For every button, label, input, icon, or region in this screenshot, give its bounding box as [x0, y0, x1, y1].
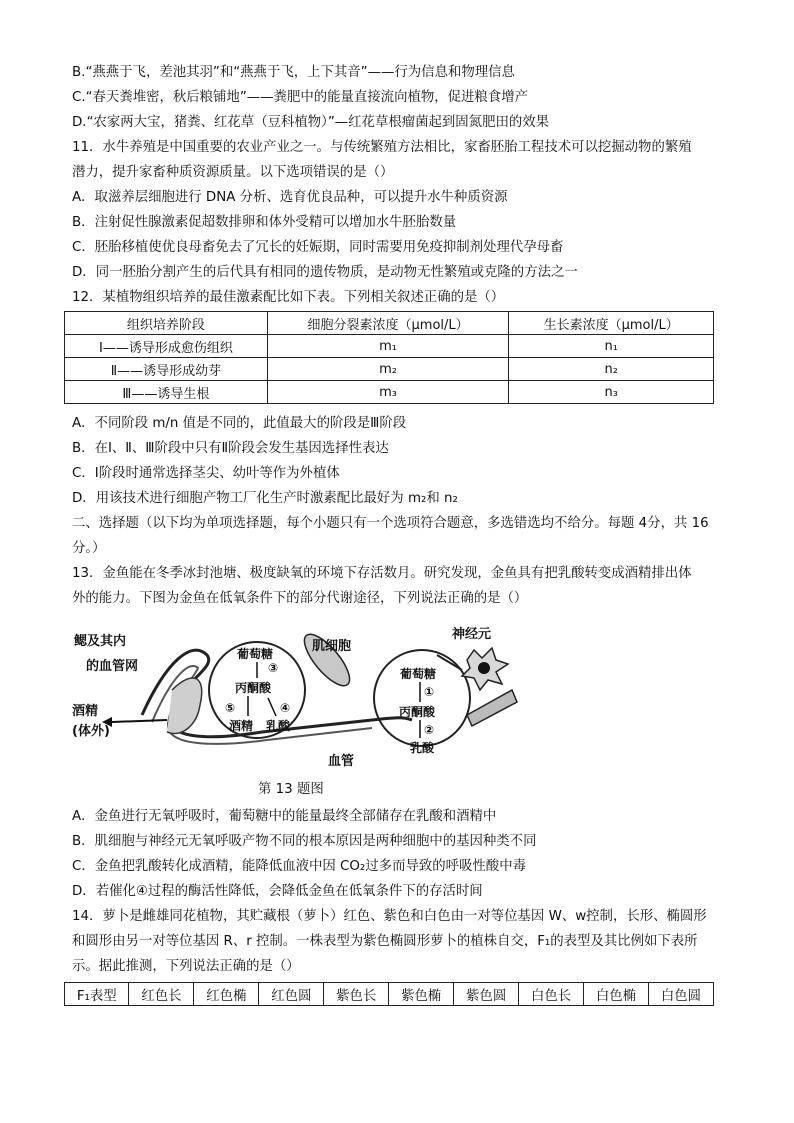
q12-option-a: A．不同阶段 m/n 值是不同的，此值最大的阶段是Ⅲ阶段	[72, 416, 407, 431]
header-cytokinin: 细胞分裂素浓度（μmol/L）	[267, 312, 509, 335]
label-right-glucose: 葡萄糖	[400, 667, 437, 681]
label-left-lactate: 乳酸	[266, 719, 291, 733]
neuron-pathway-circle	[374, 650, 470, 746]
neuron-axon	[437, 655, 462, 670]
label-left-alcohol: 酒精	[229, 719, 254, 733]
q12-option-c: C．Ⅰ阶段时通常选择茎尖、幼叶等作为外植体	[72, 466, 340, 481]
label-step-2: ②	[424, 723, 435, 737]
q12-option-b: B．在Ⅰ、Ⅱ、Ⅲ阶段中只有Ⅱ阶段会发生基因选择性表达	[72, 441, 389, 456]
q11-stem-line1: 11．水牛养殖是中国重要的农业产业之一。与传统繁殖方法相比，家畜胚胎工程技术可以挖掘动物的繁殖	[72, 140, 692, 155]
table-cell: 红色椭	[194, 983, 259, 1006]
vessel-segment	[467, 690, 517, 726]
table-cell: 白色圆	[648, 983, 713, 1006]
table-cell: 白色长	[519, 983, 584, 1006]
label-alcohol-out: 酒精	[72, 704, 99, 719]
table-cell: 红色长	[129, 983, 194, 1006]
q11-option-c: C．胚胎移植使优良母畜免去了冗长的妊娠期，同时需要用免疫抑制剂处理代孕母畜	[72, 240, 564, 255]
q14-stem-line1: 14．萝卜是雌雄同花植物，其贮藏根（萝卜）红色、紫色和白色由一对等位基因 W、w控制，长形、椭圆形	[72, 909, 707, 924]
table-cell: 紫色圆	[454, 983, 519, 1006]
section-two-heading-line1: 二、选择题（以下均为单项选择题，每个小题只有一个选项符合题意，多选错选均不给分。每题 4分，共 16	[72, 516, 709, 531]
q13-option-b: B．肌细胞与神经元无氧呼吸产物不同的根本原因是两种细胞中的基因种类不同	[72, 834, 537, 849]
table-row	[65, 358, 714, 381]
q11-stem-line2: 潜力，提升家畜种质资源质量。以下选项错误的是（）	[72, 165, 394, 180]
q12-hormone-table	[64, 311, 714, 404]
label-left-glucose: 葡萄糖	[237, 647, 274, 661]
q13-option-c: C．金鱼把乳酸转化成酒精，能降低血液中因 CO₂过多而导致的呼吸性酸中毒	[72, 859, 526, 874]
label-neuron: 神经元	[452, 627, 492, 642]
neuron-nucleus	[478, 662, 490, 674]
q13-stem-line1: 13．金鱼能在冬季冰封池塘、极度缺氧的环境下存活数月。研究发现，金鱼具有把乳酸转变成酒精排出体	[72, 566, 692, 581]
q10-option-b: B.“燕燕于飞，差池其羽”和“燕燕于飞，上下其音”——行为信息和物理信息	[72, 65, 515, 80]
q11-option-b: B．注射促性腺激素促超数排卵和体外受精可以增加水牛胚胎数量	[72, 215, 457, 230]
label-muscle-cell: 肌细胞	[312, 639, 352, 654]
table-cell: m₃	[267, 381, 509, 404]
table-cell: m₁	[267, 335, 509, 358]
header-stage: 组织培养阶段	[65, 312, 268, 335]
q13-stem-line2: 外的能力。下图为金鱼在低氧条件下的部分代谢途径，下列说法正确的是（）	[72, 591, 528, 606]
q10-option-c: C.“春天粪堆密，秋后粮铺地”——粪肥中的能量直接流向植物，促进粮食增产	[72, 90, 528, 105]
q14-stem-line2: 和圆形由另一对等位基因 R、r 控制。一株表型为紫色椭圆形萝卜的植株自交，F₁的表型及其比例如下表所	[72, 934, 698, 949]
table-cell: n₃	[509, 381, 714, 404]
table-row	[65, 381, 714, 404]
q14-phenotype-table	[64, 982, 714, 1006]
label-right-pyruvate: 丙酮酸	[399, 705, 436, 719]
table-header-row	[65, 312, 714, 335]
label-step-4: ④	[280, 701, 291, 715]
q12-option-d: D．用该技术进行细胞产物工厂化生产时激素配比最好为 m₂和 n₂	[72, 491, 458, 506]
table-row	[65, 983, 714, 1006]
label-right-lactate: 乳酸	[410, 741, 435, 755]
table-cell: Ⅰ——诱导形成愈伤组织	[65, 335, 268, 358]
table-cell: n₂	[509, 358, 714, 381]
label-gill-vessels: 的血管网	[86, 659, 139, 674]
table-cell: 红色圆	[259, 983, 324, 1006]
muscle-cell-shape	[297, 628, 357, 692]
label-vessel: 血管	[328, 754, 355, 769]
section-two-heading-line2: 分。）	[72, 541, 106, 556]
table-cell: Ⅱ——诱导形成幼芽	[65, 358, 268, 381]
label-step-1: ①	[424, 685, 435, 699]
q10-option-d: D.“农家两大宝，猪粪、红花草（豆科植物）”—红花草根瘤菌起到固氮肥田的效果	[72, 115, 550, 130]
alcohol-out-arrow	[112, 720, 167, 722]
gill-tissue	[167, 678, 202, 733]
figure-caption: 第 13 题图	[258, 782, 324, 797]
q14-stem-line3: 示。据此推测，下列说法正确的是（）	[72, 959, 300, 974]
table-cell: F₁表型	[65, 983, 129, 1006]
label-gill: 鳃及其内	[74, 634, 127, 649]
q11-option-a: A．取滋养层细胞进行 DNA 分析、选育优良品种，可以提升水牛种质资源	[72, 190, 508, 205]
table-cell: m₂	[267, 358, 509, 381]
table-cell: 紫色椭	[389, 983, 454, 1006]
header-auxin: 生长素浓度（μmol/L）	[509, 312, 714, 335]
table-cell: n₁	[509, 335, 714, 358]
table-row	[65, 335, 714, 358]
q13-metabolism-diagram	[72, 620, 522, 770]
q11-option-d: D．同一胚胎分割产生的后代具有相同的遗传物质，是动物无性繁殖或克隆的方法之一	[72, 265, 578, 280]
label-step-5: ⑤	[225, 701, 236, 715]
label-step-3: ③	[268, 661, 279, 675]
table-cell: Ⅲ——诱导生根	[65, 381, 268, 404]
q13-option-d: D．若催化④过程的酶活性降低，会降低金鱼在低氧条件下的存活时间	[72, 884, 483, 899]
arrow-lactate-pyruvate	[268, 698, 276, 716]
q13-option-a: A．金鱼进行无氧呼吸时，葡萄糖中的能量最终全部储存在乳酸和酒精中	[72, 809, 497, 824]
table-cell: 白色椭	[584, 983, 649, 1006]
q12-stem: 12．某植物组织培养的最佳激素配比如下表。下列相关叙述正确的是（）	[72, 290, 505, 305]
label-outside: (体外)	[72, 724, 110, 739]
label-left-pyruvate: 丙酮酸	[235, 681, 272, 695]
table-cell: 紫色长	[324, 983, 389, 1006]
